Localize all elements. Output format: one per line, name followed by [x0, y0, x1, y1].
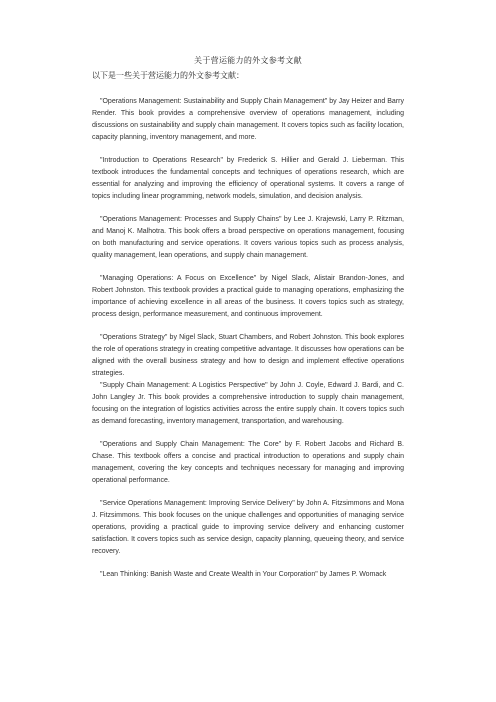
reference-item: "Managing Operations: A Focus on Excellence" by Nigel Slack, Alistair Brandon-Jones, and Robert Johnston. This textbook provides a practical guide to managing operations, emphasizing the importance of achieving excellence in all areas of the business. It covers topics such as strategy, process design, performance measurement, and continuous improvement.	[92, 275, 404, 318]
document-title: 关于营运能力的外文参考文献	[194, 56, 302, 65]
reference-item: "Lean Thinking: Banish Waste and Create Wealth in Your Corporation" by James P. Womack	[100, 571, 387, 578]
reference-item: "Operations Management: Processes and Supply Chains" by Lee J. Krajewski, Larry P. Ritzman, and Manoj K. Malhotra. This book offers a broad perspective on operations management, focusing on both manufacturing and service operations. It covers various topics such as process analysis, quality management, lean operations, and supply chain management.	[92, 216, 404, 259]
reference-item: "Service Operations Management: Improving Service Delivery" by John A. Fitzsimmons and Mona J. Fitzsimmons. This book focuses on the unique challenges and opportunities of managing service operations, providing a practical guide to improving service delivery and enhancing customer satisfaction. It covers topics such as service design, capacity planning, queueing theory, and service recovery.	[92, 500, 404, 555]
reference-item: "Introduction to Operations Research" by Frederick S. Hillier and Gerald J. Lieberman. This textbook introduces the fundamental concepts and techniques of operations research, which are essential for analyzing and improving the efficiency of operational systems. It covers a range of topics including linear programming, network models, simulation, and decision analysis.	[92, 157, 404, 200]
reference-item: "Operations and Supply Chain Management: The Core" by F. Robert Jacobs and Richard B. Chase. This textbook offers a concise and practical introduction to operations and supply chain management, covering the key concepts and techniques necessary for managing and improving operational performance.	[92, 441, 404, 484]
reference-item: "Supply Chain Management: A Logistics Perspective" by John J. Coyle, Edward J. Bardi, and C. John Langley Jr. This book provides a comprehensive introduction to supply chain management, focusing on the integration of logistics activities across the entire supply chain. It covers topics such as demand forecasting, inventory management, transportation, and warehousing.	[92, 382, 404, 425]
document-intro: 以下是一些关于营运能力的外文参考文献：	[92, 71, 244, 80]
reference-list	[92, 96, 404, 592]
reference-item: "Operations Strategy" by Nigel Slack, Stuart Chambers, and Robert Johnston. This book explores the role of operations strategy in creating competitive advantage. It discusses how operations can be aligned with the overall business strategy and how to design and implement effective operations strategies.	[92, 334, 404, 377]
reference-item: "Operations Management: Sustainability and Supply Chain Management" by Jay Heizer and Barry Render. This book provides a comprehensive overview of operations management, including discussions on sustainability and supply chain management. It covers topics such as facility location, capacity planning, inventory management, and more.	[92, 98, 404, 141]
